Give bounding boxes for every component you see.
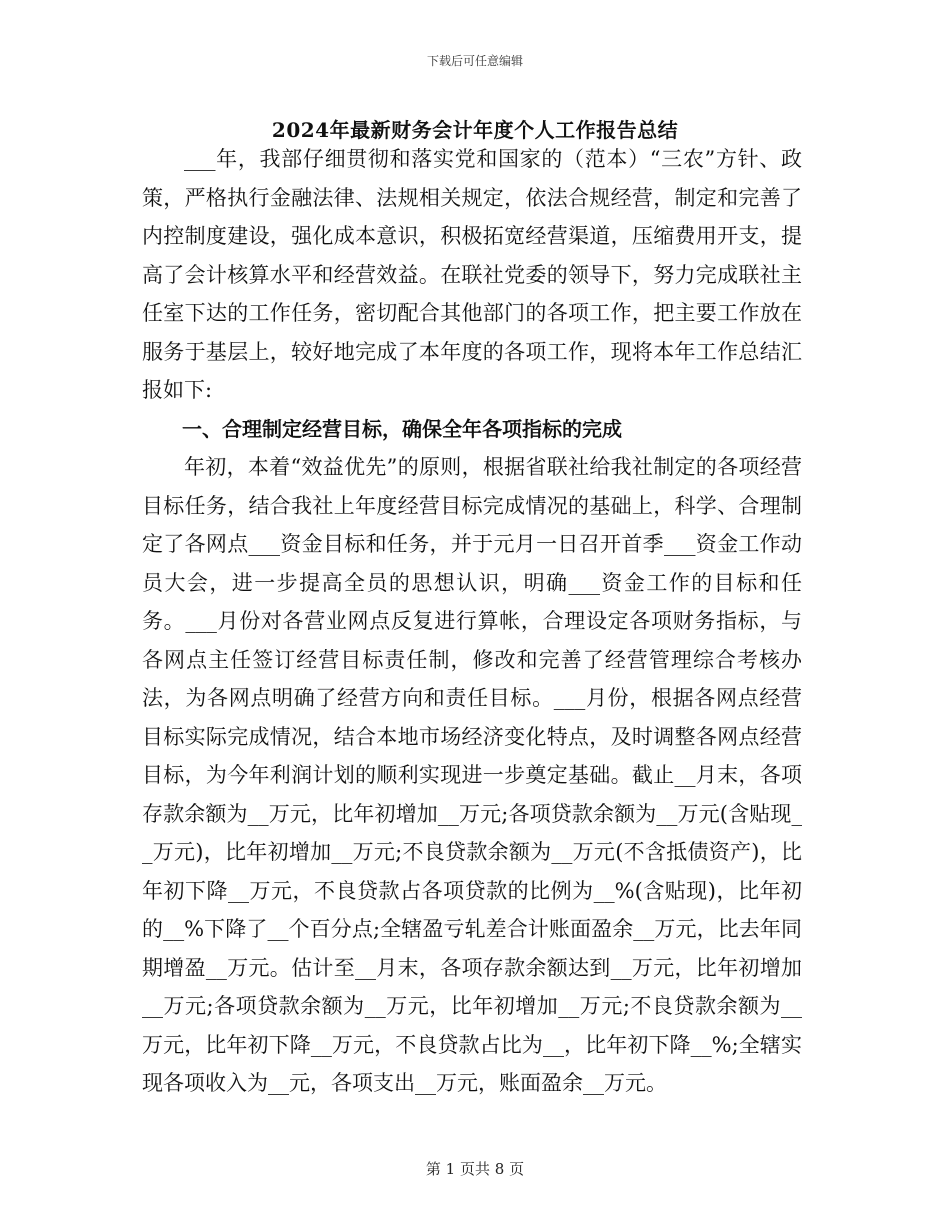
section-heading: 一、合理制定经营目标，确保全年各项指标的完成 (182, 416, 622, 441)
intro-paragraph: ___年，我部仔细贯彻和落实党和国家的（范本）“三农”方针、政策，严格执行金融法律、法规相关规定，依法合规经营，制定和完善了内控制度建设，强化成本意识，积极拓宽经营渠道，压缩费用开支，提高了会计核算水平和经营效益。在联社党委的领导下，努力完成联社主任室下达的工作任务，密切配合其他部门的各项工作，把主要工作放在服务于基层上，较好地完成了本年度的各项工作，现将本年工作总结汇报如下: (142, 147, 802, 402)
page-header-note: 下载后可任意编辑 (426, 54, 523, 68)
page-number: 第 1 页共 8 页 (425, 1160, 525, 1178)
document-title: 2024年最新财务会计年度个人工作报告总结 (271, 118, 679, 142)
section-paragraph: 年初，本着“效益优先”的原则，根据省联社给我社制定的各项经营目标任务，结合我社上年度经营目标完成情况的基础上，科学、合理制定了各网点___资金目标和任务，并于元月一日召开首季___资金工作动员大会，进一步提高全员的思想认识，明确___资金工作的目标和任务。___月份对各营业网点反复进行算帐，合理设定各项财务指标，与各网点主任签订经营目标责任制，修改和完善了经营管理综合考核办法，为各网点明确了经营方向和责任目标。___月份，根据各网点经营目标实际完成情况，结合本地市场经济变化特点，及时调整各网点经营目标，为今年利润计划的顺利实现进一步奠定基础。截止__月末，各项存款余额为__万元，比年初增加__万元;各项贷款余额为__万元(含贴现__万元)，比年初增加__万元;不良贷款余额为__万元(不含抵债资产)，比年初下降__万元，不良贷款占各项贷款的比例为__%(含贴现)，比年初的__%下降了__个百分点;全辖盈亏轧差合计账面盈余__万元，比去年同期增盈__万元。估计至__月末，各项存款余额达到__万元，比年初增加__万元;各项贷款余额为__万元，比年初增加__万元;不良贷款余额为__万元，比年初下降__万元，不良贷款占比为__，比年初下降__%;全辖实现各项收入为__元，各项支出__万元，账面盈余__万元。 (142, 455, 802, 1095)
document-body (142, 140, 802, 1103)
